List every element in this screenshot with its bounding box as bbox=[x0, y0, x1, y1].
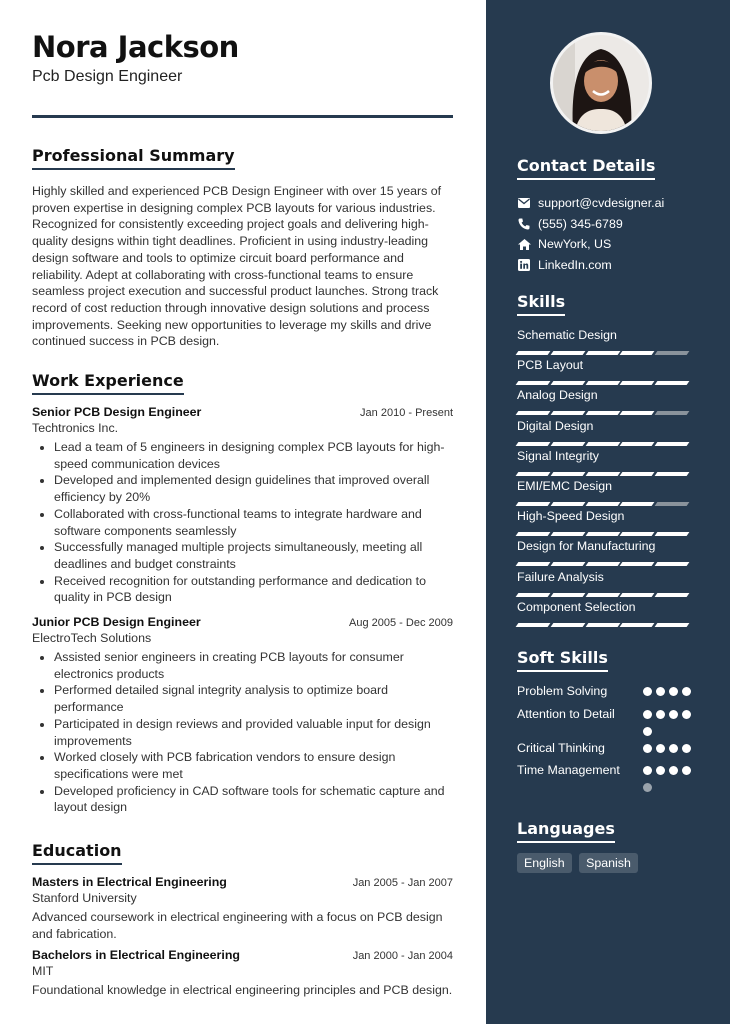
skill-level-segment bbox=[550, 623, 585, 627]
header-divider bbox=[32, 115, 453, 118]
skill-level-segment bbox=[516, 562, 551, 566]
list-item: • Participated in design reviews and provided valuable input for design improvements bbox=[54, 716, 453, 749]
skill-item bbox=[517, 357, 697, 387]
skill-level-segment bbox=[655, 593, 690, 597]
contact-email[interactable] bbox=[517, 193, 697, 214]
degree-date: Jan 2005 - Jan 2007 bbox=[352, 877, 453, 889]
skill-name: Schematic Design bbox=[517, 328, 617, 342]
rating-dot bbox=[669, 687, 678, 696]
skill-level-segment bbox=[655, 411, 690, 415]
education-entry bbox=[32, 875, 453, 942]
soft-skill-rating bbox=[643, 762, 697, 792]
skill-item bbox=[517, 327, 697, 357]
experience-title: Work Experience bbox=[32, 371, 184, 395]
skill-level-segment bbox=[516, 623, 551, 627]
skill-level-bar bbox=[517, 562, 697, 566]
job-date: Aug 2005 - Dec 2009 bbox=[349, 617, 453, 630]
skill-level-segment bbox=[620, 502, 655, 506]
list-item: • Collaborated with cross-functional teams to integrate hardware and software components seamlessly bbox=[54, 506, 453, 539]
skill-level-segment bbox=[516, 351, 551, 355]
skill-level-bar bbox=[517, 502, 697, 506]
skill-name: High-Speed Design bbox=[517, 509, 625, 524]
skill-level-segment bbox=[585, 623, 620, 627]
rating-dot bbox=[656, 687, 665, 696]
skill-level-segment bbox=[585, 502, 620, 506]
soft-skill-rating bbox=[643, 683, 697, 696]
skill-item bbox=[517, 538, 697, 568]
rating-dot bbox=[682, 744, 691, 753]
list-item: • Developed proficiency in CAD software tools for schematic capture and layout design bbox=[54, 783, 453, 816]
degree-description: Advanced coursework in electrical engineering with a focus on PCB design and fabrication. bbox=[32, 910, 443, 941]
summary-section bbox=[32, 146, 453, 350]
job-company: Techtronics Inc. bbox=[32, 421, 119, 435]
soft-skill-item bbox=[517, 683, 697, 700]
contact-location bbox=[517, 234, 697, 255]
rating-dot bbox=[682, 687, 691, 696]
skill-level-segment bbox=[655, 623, 690, 627]
job-company: ElectroTech Solutions bbox=[32, 631, 152, 646]
skill-level-segment bbox=[620, 532, 655, 536]
soft-skill-name: Problem Solving bbox=[517, 684, 608, 698]
soft-skill-item bbox=[517, 740, 697, 757]
summary-title: Professional Summary bbox=[32, 146, 235, 170]
skill-item bbox=[517, 478, 697, 508]
home-icon bbox=[517, 237, 531, 251]
skill-level-segment bbox=[550, 532, 585, 536]
skill-name: Digital Design bbox=[517, 418, 594, 433]
skill-item bbox=[517, 418, 697, 448]
rating-dot bbox=[643, 727, 652, 736]
skill-level-segment bbox=[620, 411, 655, 415]
skill-level-segment bbox=[620, 381, 655, 385]
rating-dot bbox=[682, 766, 691, 775]
rating-dot bbox=[643, 710, 652, 719]
skill-level-segment bbox=[550, 593, 585, 597]
skill-level-bar bbox=[517, 623, 697, 627]
job-entry bbox=[32, 615, 453, 816]
rating-dot bbox=[669, 710, 678, 719]
skill-level-segment bbox=[516, 381, 551, 385]
skill-level-segment bbox=[585, 532, 620, 536]
skill-level-bar bbox=[517, 442, 697, 446]
rating-dot bbox=[643, 687, 652, 696]
soft-skill-item bbox=[517, 762, 697, 792]
rating-dot bbox=[656, 766, 665, 775]
skill-level-segment bbox=[655, 502, 690, 506]
skill-level-segment bbox=[585, 472, 620, 476]
contact-phone[interactable] bbox=[517, 214, 697, 235]
skill-level-segment bbox=[655, 381, 690, 385]
list-item: • Received recognition for outstanding performance and dedication to quality in PCB design bbox=[54, 573, 453, 606]
experience-section bbox=[32, 371, 453, 816]
job-title: Senior PCB Design Engineer bbox=[32, 405, 202, 419]
skill-level-segment bbox=[585, 411, 620, 415]
skill-level-segment bbox=[655, 562, 690, 566]
rating-dot bbox=[643, 783, 652, 792]
skills-title: Skills bbox=[517, 292, 565, 316]
skill-level-segment bbox=[655, 442, 690, 446]
soft-skill-rating bbox=[643, 706, 697, 736]
contact-linkedin[interactable] bbox=[517, 255, 697, 276]
skill-level-segment bbox=[585, 562, 620, 566]
job-title: Junior PCB Design Engineer bbox=[32, 615, 201, 630]
soft-skill-name: Critical Thinking bbox=[517, 740, 605, 755]
skill-name: Design for Manufacturing bbox=[517, 539, 656, 554]
soft-skills-section bbox=[517, 648, 697, 796]
soft-skill-name: Time Management bbox=[517, 763, 620, 777]
list-item: • Performed detailed signal integrity analysis to optimize board performance bbox=[54, 682, 453, 715]
skill-level-segment bbox=[516, 411, 551, 415]
job-bullets bbox=[54, 439, 453, 606]
skill-level-segment bbox=[620, 562, 655, 566]
skill-level-bar bbox=[517, 351, 697, 355]
skill-level-bar bbox=[517, 593, 697, 597]
soft-skills-title: Soft Skills bbox=[517, 648, 608, 672]
school-name: Stanford University bbox=[32, 891, 137, 905]
list-item: • Developed and implemented design guidelines that improved overall efficiency by 20% bbox=[54, 472, 453, 505]
skill-level-segment bbox=[550, 472, 585, 476]
education-section bbox=[32, 841, 453, 999]
skill-level-segment bbox=[585, 381, 620, 385]
skill-level-segment bbox=[655, 532, 690, 536]
skill-level-segment bbox=[550, 381, 585, 385]
candidate-name: Nora Jackson bbox=[32, 30, 239, 64]
degree-date: Jan 2000 - Jan 2004 bbox=[352, 950, 453, 963]
degree-description: Foundational knowledge in electrical engineering principles and PCB design. bbox=[32, 983, 453, 998]
languages-title: Languages bbox=[517, 819, 615, 843]
skill-name: PCB Layout bbox=[517, 358, 584, 373]
skill-name: Failure Analysis bbox=[517, 569, 604, 584]
degree-title: Bachelors in Electrical Engineering bbox=[32, 948, 240, 963]
candidate-role: Pcb Design Engineer bbox=[32, 68, 183, 85]
skill-level-segment bbox=[550, 351, 585, 355]
rating-dot bbox=[682, 710, 691, 719]
skill-level-segment bbox=[620, 442, 655, 446]
list-item: • Assisted senior engineers in creating PCB layouts for consumer electronics products bbox=[54, 649, 453, 682]
linkedin-icon bbox=[517, 258, 531, 272]
language-tag: Spanish bbox=[579, 853, 638, 873]
skill-item bbox=[517, 599, 697, 629]
languages-section bbox=[517, 819, 697, 873]
skill-level-bar bbox=[517, 411, 697, 415]
skill-level-segment bbox=[516, 593, 551, 597]
job-bullets bbox=[54, 649, 453, 816]
contact-email-text: support@cvdesigner.ai bbox=[538, 196, 665, 211]
skill-name: Signal Integrity bbox=[517, 448, 599, 463]
skill-name: Component Selection bbox=[517, 599, 636, 614]
skill-level-segment bbox=[550, 502, 585, 506]
list-item: • Successfully managed multiple projects simultaneously, meeting all deadlines and budget constraints bbox=[54, 539, 453, 572]
skill-level-bar bbox=[517, 381, 697, 385]
rating-dot bbox=[669, 766, 678, 775]
skill-item bbox=[517, 387, 697, 417]
rating-dot bbox=[669, 744, 678, 753]
skills-section bbox=[517, 292, 697, 629]
profile-photo bbox=[553, 35, 649, 131]
avatar bbox=[550, 32, 652, 134]
skill-level-segment bbox=[516, 532, 551, 536]
job-entry bbox=[32, 405, 453, 606]
summary-text: Highly skilled and experienced PCB Design Engineer with over 15 years of proven expertise in designing complex PCB layouts for various industries. Recognized for consistently exceeding project goals and delivering high-quality designs within tight deadlines. Proficient in using industry-leading design software and tools to optimize circuit board performance and reliability. Adept at collaborating with cross-functional teams to ensure seamless project execution and successful product launches. Strong track record of cost reduction through innovative design solutions and process improvements. Seeking new opportunities to leverage my skills and drive continued success in PCB design. bbox=[32, 184, 442, 349]
envelope-icon bbox=[517, 196, 531, 210]
skill-level-segment bbox=[620, 351, 655, 355]
skill-item bbox=[517, 569, 697, 599]
skill-level-segment bbox=[585, 593, 620, 597]
skill-level-bar bbox=[517, 532, 697, 536]
skill-level-segment bbox=[585, 442, 620, 446]
skill-level-segment bbox=[655, 472, 690, 476]
skill-item bbox=[517, 448, 697, 478]
skill-level-segment bbox=[550, 562, 585, 566]
skill-level-segment bbox=[516, 502, 551, 506]
rating-dot bbox=[656, 710, 665, 719]
skill-name: Analog Design bbox=[517, 388, 598, 403]
contact-section bbox=[517, 156, 697, 275]
job-date: Jan 2010 - Present bbox=[360, 407, 453, 419]
list-item: • Lead a team of 5 engineers in designing complex PCB layouts for high-speed communication devices bbox=[54, 439, 453, 472]
rating-dot bbox=[656, 744, 665, 753]
skill-level-segment bbox=[655, 351, 690, 355]
skill-level-segment bbox=[620, 593, 655, 597]
skill-level-segment bbox=[550, 442, 585, 446]
skill-level-segment bbox=[620, 623, 655, 627]
education-entry bbox=[32, 948, 453, 999]
skill-item bbox=[517, 508, 697, 538]
degree-title: Masters in Electrical Engineering bbox=[32, 875, 227, 889]
soft-skill-rating bbox=[643, 740, 697, 753]
contact-title: Contact Details bbox=[517, 156, 655, 180]
language-tag: English bbox=[517, 853, 572, 873]
soft-skill-item bbox=[517, 706, 697, 736]
school-name: MIT bbox=[32, 964, 54, 979]
skill-level-segment bbox=[516, 442, 551, 446]
skill-name: EMI/EMC Design bbox=[517, 478, 613, 493]
education-title: Education bbox=[32, 841, 122, 865]
skill-level-segment bbox=[550, 411, 585, 415]
contact-phone-text: (555) 345-6789 bbox=[538, 216, 623, 231]
skill-level-segment bbox=[585, 351, 620, 355]
contact-location-text: NewYork, US bbox=[538, 237, 612, 252]
list-item: • Worked closely with PCB fabrication vendors to ensure design specifications were met bbox=[54, 749, 453, 782]
skill-level-segment bbox=[516, 472, 551, 476]
rating-dot bbox=[643, 744, 652, 753]
skill-level-segment bbox=[620, 472, 655, 476]
phone-icon bbox=[517, 217, 531, 231]
soft-skill-name: Attention to Detail bbox=[517, 706, 615, 721]
skill-level-bar bbox=[517, 472, 697, 476]
contact-linkedin-text: LinkedIn.com bbox=[538, 257, 612, 272]
rating-dot bbox=[643, 766, 652, 775]
